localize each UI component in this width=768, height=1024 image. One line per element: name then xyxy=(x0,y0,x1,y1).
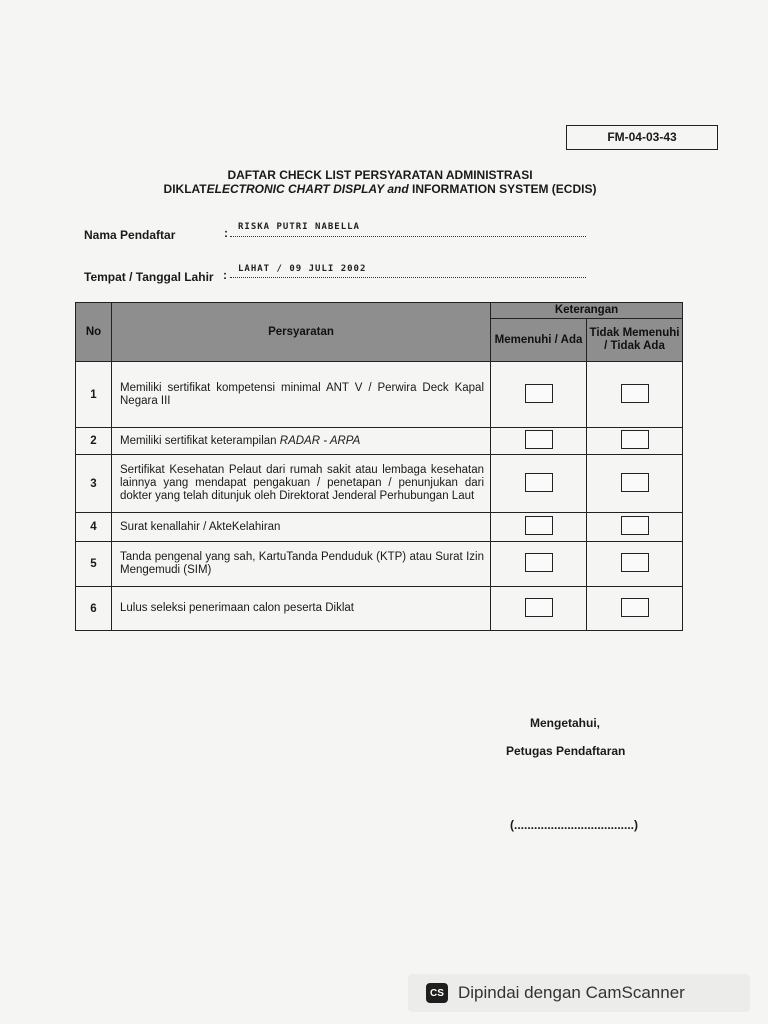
row-requirement-italic: RADAR - ARPA xyxy=(279,434,361,447)
birth-dotted-line xyxy=(230,277,586,278)
name-dotted-line xyxy=(230,236,586,237)
checkbox-not-fulfilled[interactable] xyxy=(621,430,649,449)
birth-label: Tempat / Tanggal Lahir xyxy=(84,270,214,284)
row-requirement-text: Memiliki sertifikat keterampilan xyxy=(120,434,280,447)
checkbox-not-fulfilled[interactable] xyxy=(621,598,649,617)
title-prefix: DIKLAT xyxy=(163,182,207,196)
checkbox-not-fulfilled[interactable] xyxy=(621,473,649,492)
row-requirement: Sertifikat Kesehatan Pelaut dari rumah sakit atau lembaga kesehatan lainnya yang mendapat pengakuan / penetapan / penunjukan dari dokter yang telah ditunjuk oleh Direktorat Jenderal Perhubungan Laut xyxy=(112,455,491,513)
checkbox-not-fulfilled[interactable] xyxy=(621,553,649,572)
checkbox-fulfilled[interactable] xyxy=(525,516,553,535)
row-requirement: Memiliki sertifikat kompetensi minimal ANT V / Perwira Deck Kapal Negara III xyxy=(112,362,491,428)
checkbox-not-fulfilled[interactable] xyxy=(621,516,649,535)
table-row xyxy=(76,455,683,513)
row-requirement: Surat kenallahir / AkteKelahiran xyxy=(112,513,491,542)
row-number: 6 xyxy=(76,587,112,631)
officer-label: Petugas Pendaftaran xyxy=(506,744,626,758)
row-requirement xyxy=(112,428,491,455)
camscanner-text: Dipindai dengan CamScanner xyxy=(458,983,685,1002)
row-requirement: Lulus seleksi penerimaan calon peserta Diklat xyxy=(112,587,491,631)
requirements-table xyxy=(75,302,683,631)
title-rest: INFORMATION SYSTEM (ECDIS) xyxy=(412,182,597,196)
row-number: 1 xyxy=(76,362,112,428)
form-code: FM-04-03-43 xyxy=(566,125,718,150)
acknowledged-label: Mengetahui, xyxy=(530,716,601,730)
checkbox-fulfilled[interactable] xyxy=(525,430,553,449)
checkbox-fulfilled[interactable] xyxy=(525,553,553,572)
header-requirement: Persyaratan xyxy=(112,303,491,362)
title-italic: ELECTRONIC CHART DISPLAY xyxy=(206,182,384,196)
row-number: 2 xyxy=(76,428,112,455)
checkbox-fulfilled[interactable] xyxy=(525,473,553,492)
row-requirement: Tanda pengenal yang sah, KartuTanda Penduduk (KTP) atau Surat Izin Mengemudi (SIM) xyxy=(112,542,491,587)
checkbox-not-fulfilled[interactable] xyxy=(621,384,649,403)
row-number: 5 xyxy=(76,542,112,587)
title-line-1: DAFTAR CHECK LIST PERSYARATAN ADMINISTRASI xyxy=(227,168,533,182)
name-colon: : xyxy=(224,226,228,240)
title-line-2 xyxy=(120,182,640,196)
title-and: and xyxy=(384,182,413,196)
checkbox-fulfilled[interactable] xyxy=(525,598,553,617)
table-row xyxy=(76,362,683,428)
row-number: 4 xyxy=(76,513,112,542)
row-number: 3 xyxy=(76,455,112,513)
birth-colon: : xyxy=(223,268,227,282)
camscanner-watermark xyxy=(408,974,750,1012)
table-row xyxy=(76,428,683,455)
camscanner-logo-icon: CS xyxy=(426,983,448,1003)
table-row xyxy=(76,587,683,631)
name-value: RISKA PUTRI NABELLA xyxy=(238,222,360,232)
birth-value: LAHAT / 09 JULI 2002 xyxy=(238,264,367,274)
header-not-fulfilled: Tidak Memenuhi / Tidak Ada xyxy=(587,319,683,362)
signature-line: (....................................) xyxy=(510,818,639,832)
table-row xyxy=(76,542,683,587)
name-label: Nama Pendaftar xyxy=(84,228,176,242)
header-fulfilled: Memenuhi / Ada xyxy=(491,319,587,362)
header-no: No xyxy=(76,303,112,362)
checkbox-fulfilled[interactable] xyxy=(525,384,553,403)
table-row xyxy=(76,513,683,542)
header-notes: Keterangan xyxy=(491,303,683,319)
